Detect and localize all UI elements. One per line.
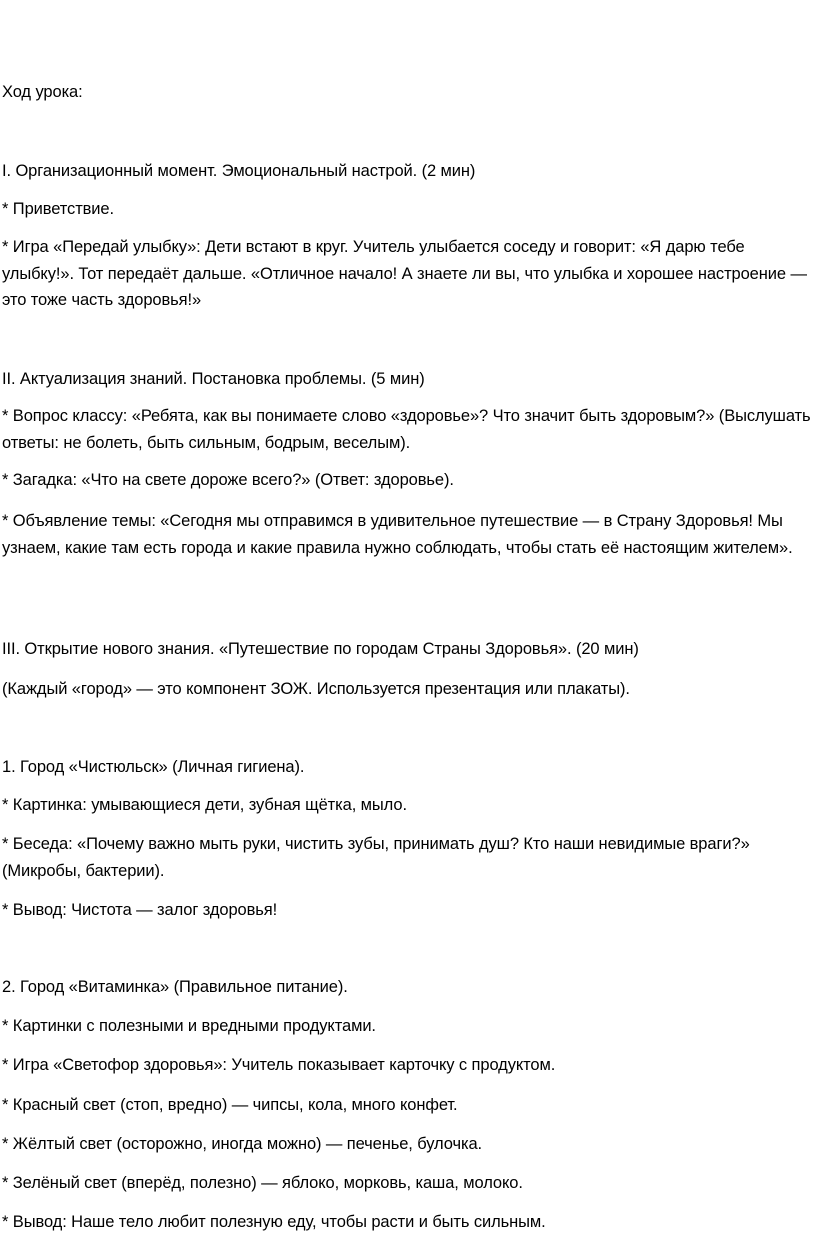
list-item: * Объявление темы: «Сегодня мы отправимся в удивительное путешествие — в Страну Здоровья! Мы узнаем, какие там есть города и какие правила нужно соблюдать, чтобы стать её настоящим жителем». <box>2 512 793 557</box>
section-title: I. Организационный момент. Эмоциональный настрой. (2 мин) <box>2 162 476 180</box>
list-item: * Игра «Передай улыбку»: Дети встают в круг. Учитель улыбается соседу и говорит: «Я дарю тебе улыбку!». Тот передаёт дальше. «Отличное начало! А знаете ли вы, что улыбка и хорошее настроение — это тоже часть здоровья!» <box>2 238 807 309</box>
section-title: III. Открытие нового знания. «Путешествие по городам Страны Здоровья». (20 мин) <box>2 640 639 658</box>
list-item: * Жёлтый свет (осторожно, иногда можно) — печенье, булочка. <box>2 1135 483 1153</box>
list-item: * Вывод: Чистота — залог здоровья! <box>2 901 278 919</box>
list-item: (Каждый «город» — это компонент ЗОЖ. Используется презентация или плакаты). <box>2 680 630 698</box>
list-item: * Беседа: «Почему важно мыть руки, чистить зубы, принимать душ? Кто наши невидимые враги?» (Микробы, бактерии). <box>2 835 750 880</box>
list-item: * Картинки с полезными и вредными продуктами. <box>2 1017 376 1035</box>
lesson-heading: Ход урока: <box>2 83 83 101</box>
section-title: II. Актуализация знаний. Постановка проблемы. (5 мин) <box>2 370 425 388</box>
list-item: * Загадка: «Что на свете дороже всего?» (Ответ: здоровье). <box>2 471 454 489</box>
list-item: * Игра «Светофор здоровья»: Учитель показывает карточку с продуктом. <box>2 1056 556 1074</box>
list-item: * Красный свет (стоп, вредно) — чипсы, кола, много конфет. <box>2 1096 458 1114</box>
list-item: * Картинка: умывающиеся дети, зубная щётка, мыло. <box>2 796 407 814</box>
section-title: 1. Город «Чистюльск» (Личная гигиена). <box>2 758 305 776</box>
list-item: * Приветствие. <box>2 200 114 218</box>
list-item: * Вопрос классу: «Ребята, как вы понимаете слово «здоровье»? Что значит быть здоровым?» (Выслушать ответы: не болеть, быть сильным, бодрым, веселым). <box>2 407 811 452</box>
section-title: 2. Город «Витаминка» (Правильное питание). <box>2 978 348 996</box>
list-item: * Вывод: Наше тело любит полезную еду, чтобы расти и быть сильным. <box>2 1213 546 1231</box>
list-item: * Зелёный свет (вперёд, полезно) — яблоко, морковь, каша, молоко. <box>2 1174 523 1192</box>
